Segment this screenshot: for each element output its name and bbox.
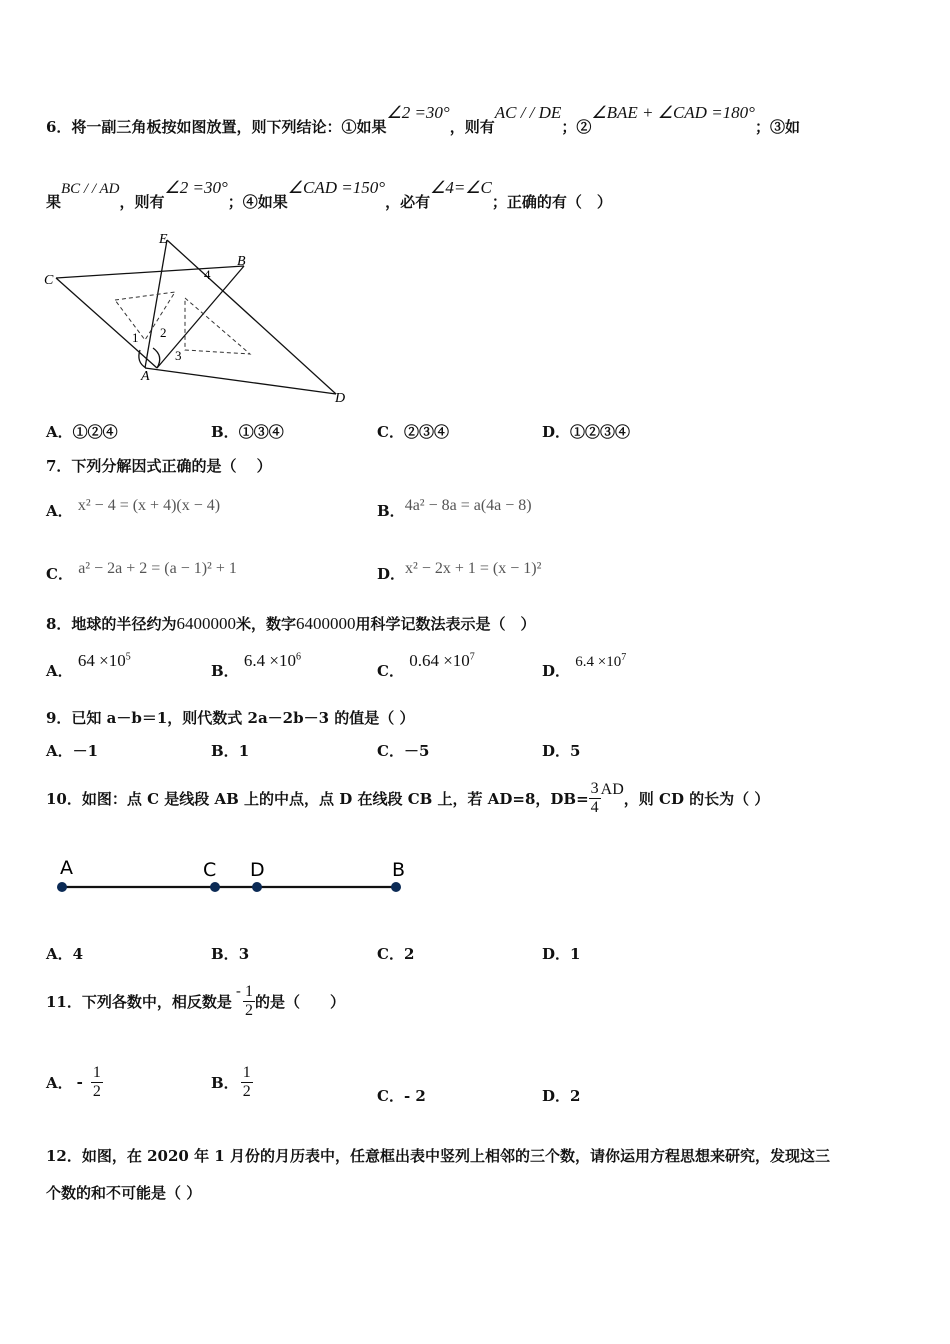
q11-option-d[interactable] [542, 1085, 580, 1106]
q7-option-d[interactable] [377, 560, 542, 584]
q8-number: 6400000 [295, 614, 356, 633]
option-text: ①③④ [238, 423, 284, 441]
label-angle-2: 2 [160, 325, 167, 340]
option-key: C． [46, 565, 73, 583]
option-text: －1 [72, 742, 99, 760]
label-C: C [44, 273, 54, 288]
denominator: 4 [590, 798, 599, 816]
option-key: D． [542, 742, 571, 760]
q11-option-c[interactable] [377, 1085, 426, 1106]
q8-text: 用科学记数法表示是（ ） [355, 615, 536, 633]
option-expr [575, 654, 626, 670]
label-angle-1: 1 [132, 330, 139, 345]
denominator: 2 [92, 1082, 101, 1100]
option-key: B． [211, 662, 239, 680]
exponent: 6 [296, 651, 302, 663]
q6-math: ∠BAE + ∠CAD =180° [591, 103, 755, 122]
q12-stem-line1: 12．如图，在 2020 年 1 月份的月历表中，任意框出表中竖列上相邻的三个数，请你运用方程思想来研究，发现这三 [46, 1147, 830, 1165]
label-angle-3: 3 [175, 348, 182, 363]
fraction-1-2 [241, 1064, 253, 1101]
q6-text: ，必有 [385, 193, 431, 211]
q8-option-d[interactable] [542, 652, 627, 681]
q10-option-a[interactable] [46, 943, 83, 964]
option-text: 3 [238, 945, 250, 963]
q6-text: ；② [561, 118, 592, 136]
option-key: C． [377, 742, 404, 760]
q6-option-a[interactable] [46, 421, 118, 442]
point-c [210, 882, 220, 892]
option-key: A． [46, 662, 73, 680]
fraction-1-2 [243, 983, 255, 1020]
option-key: D． [377, 565, 406, 583]
exponent: 5 [125, 651, 131, 663]
option-expr [244, 651, 301, 670]
option-key: D． [542, 662, 571, 680]
option-expr [409, 651, 475, 670]
option-key: D． [542, 423, 571, 441]
option-text: 1 [570, 945, 581, 963]
mantissa: 64 ×10 [77, 651, 126, 670]
point-b [391, 882, 401, 892]
option-expr: 4a² − 8a = a(4a − 8) [404, 497, 532, 514]
option-expr: a² − 2a + 2 = (a − 1)² + 1 [78, 560, 237, 577]
exponent: 7 [469, 651, 475, 663]
q6-math: ∠4=∠C [430, 178, 492, 197]
option-key: A． [46, 742, 73, 760]
q9-option-d[interactable] [542, 740, 580, 761]
option-key: D． [542, 945, 571, 963]
q9-stem: 9．已知 a－b＝1，则代数式 2a－2b－3 的值是（ ） [46, 709, 415, 727]
q10-option-d[interactable] [542, 943, 580, 964]
q6-text: ，则有 [119, 193, 165, 211]
q6-text: ，则有 [449, 118, 495, 136]
option-key: C． [377, 1087, 404, 1105]
q11-text: 11．下列各数中，相反数是 [46, 992, 232, 1011]
option-expr: x² − 4 = (x + 4)(x − 4) [77, 497, 221, 514]
q10-text: 10．如图：点 C 是线段 AB 上的中点，点 D 在线段 CB 上，若 AD=8，DB= [46, 789, 589, 808]
option-key: A． [46, 502, 73, 520]
label-E: E [159, 232, 168, 247]
numerator: 3 [590, 779, 599, 797]
q6-math: ∠2 =30° [164, 178, 228, 197]
q9-option-c[interactable] [377, 740, 429, 761]
fraction-1-2 [91, 1064, 103, 1101]
point-label-a: A [60, 857, 73, 879]
option-expr: x² − 2x + 1 = (x − 1)² [405, 560, 542, 577]
option-text: ①②③④ [570, 423, 631, 441]
q11-option-a[interactable] [46, 1060, 103, 1104]
option-key: B． [211, 945, 239, 963]
q8-option-b[interactable] [211, 651, 302, 681]
q8-text: 8．地球的半径约为 [46, 615, 177, 633]
q8-number: 6400000 [176, 614, 236, 633]
option-text: ②③④ [403, 423, 449, 441]
q6-stem-line1 [46, 103, 800, 137]
q9-option-b[interactable] [211, 740, 249, 761]
option-key: A． [46, 423, 73, 441]
q10-option-c[interactable] [377, 943, 414, 964]
q6-text: ；③如 [754, 118, 800, 136]
q6-stem-line2 [46, 178, 612, 212]
q8-text: 米，数字 [235, 615, 296, 633]
q11-text: 的是（ ） [254, 992, 345, 1011]
option-text: －5 [403, 742, 430, 760]
q8-option-c[interactable] [377, 651, 475, 681]
label-B: B [237, 254, 246, 269]
label-A: A [141, 369, 150, 384]
option-text: 2 [570, 1087, 581, 1105]
option-text: 5 [570, 742, 581, 760]
option-key: A． [46, 945, 73, 963]
q7-option-b[interactable] [377, 497, 532, 521]
point-d [252, 882, 262, 892]
q11-option-b[interactable] [211, 1060, 253, 1104]
q11-stem [46, 978, 345, 1024]
denominator: 2 [244, 1001, 253, 1019]
option-key: B． [377, 502, 405, 520]
q10-ad: AD [600, 781, 624, 798]
q6-text: ；正确的有（ ） [491, 193, 612, 211]
q6-math: BC / / AD [61, 181, 120, 197]
q7-stem: 7．下列分解因式正确的是（ ） [46, 457, 272, 475]
option-key: B． [211, 1073, 239, 1092]
numerator: 1 [244, 982, 253, 1000]
option-text: ①②④ [72, 423, 118, 441]
option-key: C． [377, 423, 404, 441]
q6-text: 6．将一副三角板按如图放置，则下列结论：①如果 [46, 118, 387, 136]
option-text: 4 [72, 945, 84, 963]
option-key: B． [211, 742, 239, 760]
q6-text: 果 [46, 193, 62, 211]
q7-option-a[interactable] [46, 497, 221, 521]
numerator: 1 [242, 1063, 251, 1081]
option-key: D． [542, 1087, 571, 1105]
fraction-3-4 [589, 780, 601, 817]
exponent: 7 [621, 652, 627, 663]
q6-option-b[interactable] [211, 421, 284, 442]
q8-option-a[interactable] [46, 651, 131, 681]
numerator: 1 [92, 1063, 101, 1081]
minus-sign: - [235, 982, 241, 1000]
point-label-b: B [392, 859, 406, 881]
option-text: 1 [238, 742, 250, 760]
option-text: 2 [403, 945, 415, 963]
option-key: A． [46, 1073, 73, 1092]
point-a [57, 882, 67, 892]
q12-stem-line2: 个数的和不可能是（ ） [46, 1184, 202, 1202]
q10-text: ，则 CD 的长为（ ） [623, 789, 770, 808]
triangle-ruler-figure [40, 228, 360, 408]
point-label-d: D [250, 859, 265, 881]
q6-math: AC / / DE [494, 103, 562, 122]
q7-option-c[interactable] [46, 560, 237, 584]
option-text: - 2 [403, 1087, 426, 1105]
q6-option-c[interactable] [377, 421, 449, 442]
label-angle-4: 4 [204, 267, 211, 282]
q10-stem [46, 776, 769, 820]
q6-option-d[interactable] [542, 421, 630, 442]
option-key: C． [377, 662, 404, 680]
label-D: D [335, 391, 346, 406]
option-expr [78, 651, 131, 670]
option-key: C． [377, 945, 404, 963]
mantissa: 0.64 ×10 [409, 651, 470, 670]
q6-text: ；④如果 [227, 193, 288, 211]
q6-math: ∠2 =30° [386, 103, 450, 122]
q6-math: ∠CAD =150° [287, 178, 386, 197]
q8-stem [46, 613, 535, 634]
q9-option-a[interactable] [46, 740, 98, 761]
point-label-c: C [203, 859, 217, 881]
q10-option-b[interactable] [211, 943, 249, 964]
option-key: B． [211, 423, 239, 441]
minus-sign: - [76, 1073, 83, 1091]
mantissa: 6.4 ×10 [575, 654, 622, 670]
denominator: 2 [242, 1082, 251, 1100]
segment-figure [50, 852, 420, 898]
mantissa: 6.4 ×10 [243, 651, 297, 670]
